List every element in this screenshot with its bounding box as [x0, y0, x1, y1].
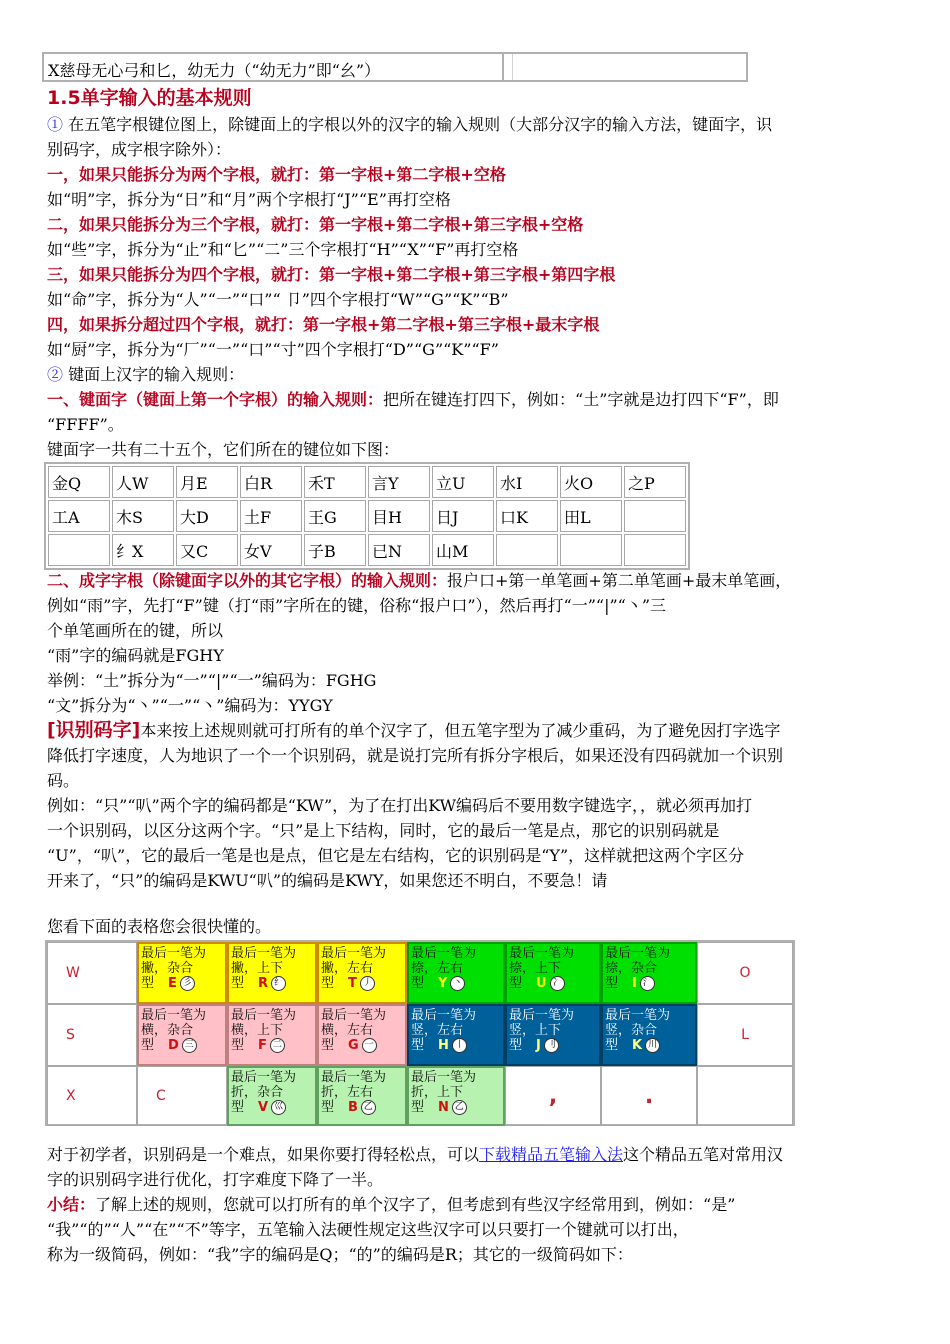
key-table-cell: 山M [432, 534, 494, 566]
stroke-symbol-icon: 氵 [640, 976, 655, 991]
id-code-type: 型 [605, 976, 619, 991]
id-code-key: B [348, 1100, 358, 1115]
id-code-cell [317, 1066, 407, 1126]
stroke-symbol-icon: 丿 [360, 976, 375, 991]
id-code-line-1: 最后一笔为 [321, 946, 387, 961]
sbm-line-5: 一个识别码，以区分这两个字。“只”是上下结构，同时，它的最后一笔是点，那它的识别码就是 [47, 821, 720, 840]
after-text-b: 这个精品五笔对常用汉 [623, 1145, 784, 1164]
chengzi-line-5: 举例：“土”拆分为“一”“|”“一”编码为：FGHG [47, 671, 377, 690]
id-code-key: I [632, 976, 637, 991]
rule-3-title: 三，如果只能拆分为四个字根，就打：第一字根+第二字根+第三字根+第四字根 [47, 265, 616, 284]
id-code-line-2: 竖，上下 [509, 1023, 562, 1038]
row-label-l: L [697, 1004, 793, 1066]
key-table-row [48, 534, 686, 566]
chengzi-line-2: 例如“雨”字，先打“F”键（打“雨”字所在的键，俗称“报户口”），然后再打“一”“|”“丶”三 [47, 596, 667, 615]
id-code-line-1: 最后一笔为 [509, 1008, 575, 1023]
sbm-line-7: 开来了，“只”的编码是KWU“叭”的编码是KWY，如果您还不明白，不要急！请 [47, 871, 608, 890]
keyface-rule-title: 一、键面字（键面上第一个字根）的输入规则： [47, 390, 384, 409]
id-code-type: 型 [321, 1100, 335, 1115]
para-2-text: 键面上汉字的输入规则： [63, 365, 245, 384]
sbm-line-6: “U”，“叭”，它的最后一笔是也是点，但它是左右结构，它的识别码是“Y”，这样就把这两个字区分 [47, 846, 745, 865]
key-table-cell: 田L [560, 500, 622, 532]
sbm-line-4: 例如：“只”“叭”两个字的编码都是“KW”，为了在打出KW编码后不要用数字键选字，，就必须再加打 [47, 796, 753, 815]
id-code-type: 型 [231, 1100, 245, 1115]
id-code-line-3 [605, 1038, 693, 1053]
id-code-line-2: 折，左右 [321, 1085, 374, 1100]
para-1-text: 在五笔字根键位图上，除键面上的字根以外的汉字的输入规则（大部分汉字的输入方法，键面字，识 [63, 115, 773, 134]
id-code-cell [407, 1066, 505, 1126]
id-code-type: 型 [509, 976, 523, 991]
id-code-line-1: 最后一笔为 [231, 1070, 297, 1085]
chengzi-line-3: 个单笔画所在的键，所以 [47, 621, 224, 640]
stroke-symbol-icon: 乙 [452, 1100, 467, 1115]
id-code-line-2: 竖，杂合 [605, 1023, 658, 1038]
id-code-type: 型 [509, 1038, 523, 1053]
id-code-cell [317, 1004, 407, 1066]
id-code-line-2: 折，上下 [411, 1085, 464, 1100]
id-code-line-1: 最后一笔为 [411, 1070, 477, 1085]
stroke-symbol-icon: 纟 [271, 976, 286, 991]
stroke-symbol-icon: 川 [645, 1038, 660, 1053]
key-table-cell: 人W [112, 466, 174, 498]
circled-number-2: ② [47, 365, 64, 384]
para-1-line-1 [47, 112, 772, 137]
keyface-rule-line-3: 键面字一共有二十五个，它们所在的键位如下图： [47, 440, 400, 459]
sbm-title: [识别码字] [47, 719, 141, 741]
chengzi-rule-title: 二、成字字根（除键面字以外的其它字根）的输入规则： [47, 571, 448, 590]
id-code-cell [227, 1066, 317, 1126]
id-code-cell [137, 942, 227, 1004]
id-code-type: 型 [141, 976, 155, 991]
key-table-cell: 又C [176, 534, 238, 566]
row-label-w: W [47, 942, 137, 1004]
key-table-cell: 王G [304, 500, 366, 532]
id-code-line-1: 最后一笔为 [231, 1008, 297, 1023]
id-code-line-3 [411, 1038, 501, 1053]
top-table-cell: X慈母无心弓和匕，幼无力（“幼无力”即“幺”） [44, 54, 504, 80]
period-key-cell: . [601, 1066, 697, 1126]
chengzi-rule-text: 报户口+第一单笔画+第二单笔画+最末单笔画， [447, 571, 792, 590]
id-code-line-2: 撇，左右 [321, 961, 374, 976]
id-code-line-2: 捺，杂合 [605, 961, 658, 976]
stroke-symbol-icon: 丶 [450, 976, 465, 991]
id-code-cell [505, 1004, 601, 1066]
id-code-line-3 [231, 976, 313, 991]
key-table-cell: 水I [496, 466, 558, 498]
id-code-line-2: 横，杂合 [141, 1023, 194, 1038]
key-table-cell: 之P [624, 466, 686, 498]
chengzi-rule [47, 568, 791, 593]
id-code-line-3 [231, 1038, 313, 1053]
id-code-key: J [536, 1038, 541, 1053]
stroke-symbol-icon: 一 [362, 1038, 377, 1053]
id-code-type: 型 [411, 1100, 425, 1115]
id-code-line-2: 撇，上下 [231, 961, 284, 976]
key-table-cell: 女V [240, 534, 302, 566]
key-table-cell: 目H [368, 500, 430, 532]
id-code-key: G [348, 1038, 359, 1053]
chengzi-line-6: “文”拆分为“丶”“一”“丶”编码为：YYGY [47, 696, 333, 715]
id-code-type: 型 [141, 1038, 155, 1053]
id-code-line-3 [411, 976, 501, 991]
id-code-cell [317, 942, 407, 1004]
sbm-text: 本来按上述规则就可打所有的单个汉字了，但五笔字型为了减少重码，为了避免因打字选字 [140, 721, 781, 740]
id-code-cell [137, 1004, 227, 1066]
key-table-cell [560, 534, 622, 566]
keyface-rule-text: 把所在键连打四下，例如：“土”字就是边打四下“F”，即 [383, 390, 779, 409]
key-table-cell: 立U [432, 466, 494, 498]
row-label-o: O [697, 942, 793, 1004]
id-code-line-3 [509, 976, 597, 991]
top-table-empty-cell [512, 54, 746, 80]
para-1-line-2: 别码字，成字根字除外）： [47, 140, 232, 159]
sbm-line-1 [47, 718, 780, 743]
rule-2-example: 如“些”字，拆分为“止”和“匕”“二”三个字根打“H”“X”“F”再打空格 [47, 240, 519, 259]
key-table-cell: 已N [368, 534, 430, 566]
id-code-key: D [168, 1038, 179, 1053]
key-table-cell [624, 534, 686, 566]
id-code-cell [601, 1004, 697, 1066]
id-code-key: V [258, 1100, 269, 1115]
id-code-type: 型 [605, 1038, 619, 1053]
keyface-rule-line-2: “FFFF”。 [47, 415, 124, 434]
id-code-key: H [438, 1038, 449, 1053]
stroke-symbol-icon: 丨 [452, 1038, 467, 1053]
id-code-type: 型 [321, 1038, 335, 1053]
key-table-cell: 木S [112, 500, 174, 532]
id-code-line-3 [605, 976, 693, 991]
summary-title: 小结： [47, 1195, 96, 1214]
id-code-line-2: 横，上下 [231, 1023, 284, 1038]
id-code-cell [407, 1004, 505, 1066]
chengzi-line-4: “雨”字的编码就是FGHY [47, 646, 224, 665]
rule-1-example: 如“明”字，拆分为“日”和“月”两个字根打“J”“E”再打空格 [47, 190, 451, 209]
after-line-1 [47, 1142, 783, 1167]
id-code-line-1: 最后一笔为 [231, 946, 297, 961]
id-code-line-2: 竖，左右 [411, 1023, 464, 1038]
para-2 [47, 362, 244, 387]
key-table-cell: 子B [304, 534, 366, 566]
rule-2-title: 二，如果只能拆分为三个字根，就打：第一字根+第二字根+第三字根+空格 [47, 215, 584, 234]
id-code-key: N [438, 1100, 449, 1115]
rule-1-title: 一，如果只能拆分为两个字根，就打：第一字根+第二字根+空格 [47, 165, 506, 184]
id-code-line-2: 捺，左右 [411, 961, 464, 976]
id-code-line-3 [509, 1038, 597, 1053]
id-code-line-3 [141, 976, 223, 991]
key-table-cell: 金Q [48, 466, 110, 498]
id-code-line-1: 最后一笔为 [321, 1070, 387, 1085]
row-label-c: C [137, 1066, 227, 1126]
key-table-row [48, 466, 686, 498]
summary-line-2: “我”“的”“人”“在”“不”等字，五笔输入法硬性规定这些汉字可以只要打一个键就可以打出， [47, 1220, 689, 1239]
stroke-symbol-icon: 三 [182, 1038, 197, 1053]
key-table-cell: 日J [432, 500, 494, 532]
id-code-line-2: 横，左右 [321, 1023, 374, 1038]
id-code-type: 型 [321, 976, 335, 991]
id-code-line-1: 最后一笔为 [141, 946, 207, 961]
section-title: 1.5单字输入的基本规则 [47, 87, 252, 109]
circled-number: ① [47, 115, 64, 134]
id-code-cell [227, 1004, 317, 1066]
id-code-cell [601, 942, 697, 1004]
id-code-key: K [632, 1038, 643, 1053]
key-table-cell: 工A [48, 500, 110, 532]
key-table-cell: 纟X [112, 534, 174, 566]
rule-3-example: 如“命”字，拆分为“人”“一”“口”“ 卩”四个字根打“W”“G”“K”“B” [47, 290, 509, 309]
key-table-cell: 大D [176, 500, 238, 532]
id-code-cell [505, 942, 601, 1004]
key-table-cell: 白R [240, 466, 302, 498]
stroke-symbol-icon: 刂 [544, 1038, 559, 1053]
after-line-2: 字的识别码字进行优化，打字难度下降了一半。 [47, 1170, 384, 1189]
rule-4-example: 如“厨”字，拆分为“厂”“一”“口”“寸”四个字根打“D”“G”“K”“F” [47, 340, 499, 359]
row-label-s: S [47, 1004, 137, 1066]
id-code-line-1: 最后一笔为 [509, 946, 575, 961]
id-code-line-3 [141, 1038, 223, 1053]
id-code-line-3 [321, 1038, 403, 1053]
id-code-line-2: 撇，杂合 [141, 961, 194, 976]
id-code-type: 型 [411, 1038, 425, 1053]
id-code-key: Y [438, 976, 448, 991]
stroke-symbol-icon: 二 [270, 1038, 285, 1053]
summary-text: 了解上述的规则，您就可以打所有的单个汉字了，但考虑到有些汉字经常用到，例如：“是” [95, 1195, 736, 1214]
id-code-key: U [536, 976, 547, 991]
keyface-rule [47, 387, 779, 412]
empty-cell [697, 1066, 793, 1126]
key-table-cell: 口K [496, 500, 558, 532]
row-label-x: X [47, 1066, 137, 1126]
id-code-line-2: 捺，上下 [509, 961, 562, 976]
id-code-cell [407, 942, 505, 1004]
id-code-line-1: 最后一笔为 [411, 1008, 477, 1023]
key-table-cell [624, 500, 686, 532]
top-table [42, 52, 748, 82]
key-table-cell: 言Y [368, 466, 430, 498]
id-code-cell [227, 942, 317, 1004]
id-code-line-1: 最后一笔为 [605, 946, 671, 961]
id-code-key: F [258, 1038, 267, 1053]
stroke-symbol-icon: 巛 [271, 1100, 286, 1115]
summary-line-1 [47, 1192, 735, 1217]
id-code-line-1: 最后一笔为 [141, 1008, 207, 1023]
id-code-line-3 [411, 1100, 501, 1115]
comma-key-cell: , [505, 1066, 601, 1126]
key-table-row [48, 500, 686, 532]
summary-line-3: 称为一级简码，例如：“我”字的编码是Q；“的”的编码是R；其它的一级简码如下： [47, 1245, 633, 1264]
key-table-cell: 月E [176, 466, 238, 498]
id-code-line-3 [321, 1100, 403, 1115]
download-link[interactable]: 下载精品五笔输入法 [479, 1145, 624, 1164]
identification-code-grid [45, 940, 795, 1126]
id-code-line-1: 最后一笔为 [411, 946, 477, 961]
after-text-a: 对于初学者，识别码是一个难点，如果你要打得轻松点，可以 [47, 1145, 480, 1164]
key-table-cell: 火O [560, 466, 622, 498]
rule-4-title: 四，如果拆分超过四个字根，就打：第一字根+第二字根+第三字根+最末字根 [47, 315, 600, 334]
id-code-type: 型 [231, 976, 245, 991]
stroke-symbol-icon: 冫 [550, 976, 565, 991]
sbm-line-2: 降低打字速度，人为地识了一个一个识别码，就是说打完所有拆分字根后，如果还没有四码就加一个识别 [47, 746, 784, 765]
id-code-key: E [168, 976, 177, 991]
key-table-cell [48, 534, 110, 566]
id-code-line-3 [231, 1100, 313, 1115]
id-code-line-3 [321, 976, 403, 991]
id-code-line-1: 最后一笔为 [605, 1008, 671, 1023]
id-code-key: R [258, 976, 269, 991]
key-table-cell: 土F [240, 500, 302, 532]
id-code-line-1: 最后一笔为 [321, 1008, 387, 1023]
key-table-cell: 禾T [304, 466, 366, 498]
key-face-table [44, 462, 690, 570]
key-table-cell [496, 534, 558, 566]
sbm-line-8: 您看下面的表格您会很快懂的。 [47, 917, 272, 936]
id-code-type: 型 [411, 976, 425, 991]
id-code-key: T [348, 976, 357, 991]
id-code-line-2: 折，杂合 [231, 1085, 284, 1100]
stroke-symbol-icon: 乙 [361, 1100, 376, 1115]
sbm-line-3: 码。 [47, 771, 80, 790]
stroke-symbol-icon: 彡 [180, 976, 195, 991]
id-code-type: 型 [231, 1038, 245, 1053]
